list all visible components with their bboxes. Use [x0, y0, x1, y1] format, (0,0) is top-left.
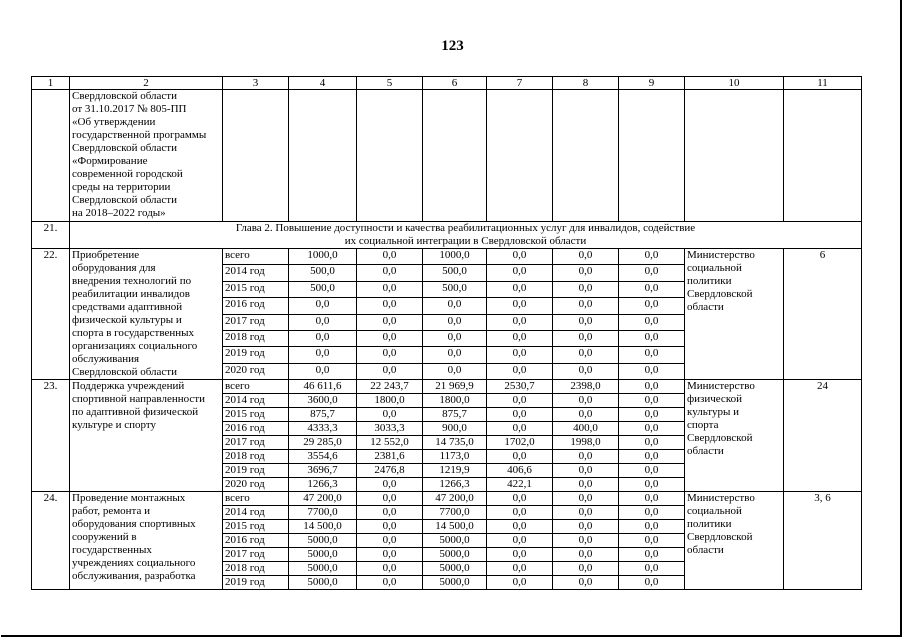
column-number: 7	[487, 77, 553, 90]
amount-cell: 0,0	[357, 281, 423, 297]
amount-cell: 406,6	[487, 464, 553, 478]
amount-cell: 875,7	[289, 408, 357, 422]
amount-cell: 14 500,0	[423, 520, 487, 534]
amount-cell: 5000,0	[289, 534, 357, 548]
amount-cell: 0,0	[423, 298, 487, 314]
amount-cell: 0,0	[619, 548, 685, 562]
amount-cell: 0,0	[553, 478, 619, 492]
amount-cell: 22 243,7	[357, 380, 423, 394]
amount-cell: 500,0	[289, 281, 357, 297]
amount-cell: 0,0	[619, 363, 685, 379]
amount-cell: 0,0	[487, 265, 553, 281]
measure-name: Приобретение оборудования для внедрения технологий по реабилитации инвалидов средствами адаптивной физической культуры и спорта в государственных организациях социального обслуживания Свердловской области	[70, 249, 223, 380]
page-number: 123	[441, 38, 464, 54]
amount-cell: 1266,3	[289, 478, 357, 492]
amount-cell: 0,0	[487, 450, 553, 464]
amount-cell: 2530,7	[487, 380, 553, 394]
amount-cell: 1702,0	[487, 436, 553, 450]
amount-cell: 0,0	[289, 347, 357, 363]
amount-cell: 0,0	[619, 394, 685, 408]
amount-cell: 0,0	[619, 562, 685, 576]
year-label: 2015 год	[223, 281, 289, 297]
amount-cell: 0,0	[487, 520, 553, 534]
amount-cell: 0,0	[357, 347, 423, 363]
year-label: всего	[223, 492, 289, 506]
amount-cell: 0,0	[619, 330, 685, 346]
amount-cell: 0,0	[619, 576, 685, 590]
empty-cell	[423, 90, 487, 222]
amount-cell: 400,0	[553, 422, 619, 436]
amount-cell: 0,0	[553, 363, 619, 379]
chapter-row	[32, 222, 862, 249]
amount-cell: 0,0	[619, 492, 685, 506]
row-number: 23.	[32, 380, 70, 492]
year-label: 2014 год	[223, 394, 289, 408]
amount-cell: 47 200,0	[289, 492, 357, 506]
year-label: 2018 год	[223, 330, 289, 346]
row-number: 24.	[32, 492, 70, 590]
amount-cell: 0,0	[357, 492, 423, 506]
amount-cell: 21 969,9	[423, 380, 487, 394]
amount-cell: 0,0	[487, 506, 553, 520]
executor-cell: Министерство физической культуры и спорта Свердловской области	[685, 380, 784, 492]
amount-cell: 5000,0	[423, 548, 487, 562]
column-number: 3	[223, 77, 289, 90]
empty-cell	[685, 90, 784, 222]
amount-cell: 0,0	[619, 408, 685, 422]
amount-cell: 900,0	[423, 422, 487, 436]
empty-cell	[223, 90, 289, 222]
amount-cell: 2381,6	[357, 450, 423, 464]
amount-cell: 0,0	[357, 265, 423, 281]
year-label: всего	[223, 380, 289, 394]
year-label: 2014 год	[223, 506, 289, 520]
amount-cell: 2476,8	[357, 464, 423, 478]
amount-cell: 0,0	[423, 347, 487, 363]
empty-cell	[553, 90, 619, 222]
year-label: 2015 год	[223, 520, 289, 534]
table-row	[32, 492, 862, 506]
amount-cell: 0,0	[619, 347, 685, 363]
amount-cell: 0,0	[487, 422, 553, 436]
amount-cell: 0,0	[619, 436, 685, 450]
amount-cell: 46 611,6	[289, 380, 357, 394]
amount-cell: 7700,0	[289, 506, 357, 520]
continued-name-cell: Свердловской области от 31.10.2017 № 805-ПП «Об утверждении государственной программы Свердловской области «Формирование современной городской среды на территории Свердловской области на 2018–2022 годы»	[70, 90, 223, 222]
amount-cell: 500,0	[289, 265, 357, 281]
amount-cell: 12 552,0	[357, 436, 423, 450]
amount-cell: 0,0	[553, 249, 619, 265]
column-number: 4	[289, 77, 357, 90]
column-number: 10	[685, 77, 784, 90]
amount-cell: 0,0	[289, 363, 357, 379]
year-label: 2018 год	[223, 450, 289, 464]
amount-cell: 422,1	[487, 478, 553, 492]
amount-cell: 0,0	[553, 506, 619, 520]
column-number: 1	[32, 77, 70, 90]
year-label: 2017 год	[223, 436, 289, 450]
amount-cell: 0,0	[487, 330, 553, 346]
amount-cell: 0,0	[289, 330, 357, 346]
year-label: 2019 год	[223, 576, 289, 590]
year-label: 2015 год	[223, 408, 289, 422]
table-row	[32, 380, 862, 394]
measure-name: Проведение монтажных работ, ремонта и оборудования спортивных сооружений в государственных учреждениях социального обслуживания, разработка	[70, 492, 223, 590]
column-number: 11	[784, 77, 862, 90]
amount-cell: 0,0	[553, 394, 619, 408]
target-indicator-cell: 24	[784, 380, 862, 492]
amount-cell: 0,0	[423, 330, 487, 346]
amount-cell: 0,0	[619, 464, 685, 478]
year-label: 2016 год	[223, 534, 289, 548]
table-row	[32, 249, 862, 265]
measure-name: Поддержка учреждений спортивной направленности по адаптивной физической культуре и спорту	[70, 380, 223, 492]
amount-cell: 0,0	[553, 408, 619, 422]
amount-cell: 0,0	[619, 506, 685, 520]
amount-cell: 0,0	[619, 380, 685, 394]
amount-cell: 3696,7	[289, 464, 357, 478]
amount-cell: 1998,0	[553, 436, 619, 450]
amount-cell: 0,0	[357, 298, 423, 314]
amount-cell: 0,0	[553, 520, 619, 534]
amount-cell: 5000,0	[423, 576, 487, 590]
amount-cell: 0,0	[423, 363, 487, 379]
amount-cell: 0,0	[619, 478, 685, 492]
amount-cell: 1000,0	[289, 249, 357, 265]
amount-cell: 0,0	[357, 478, 423, 492]
amount-cell: 0,0	[619, 520, 685, 534]
year-label: 2016 год	[223, 422, 289, 436]
amount-cell: 0,0	[553, 576, 619, 590]
amount-cell: 5000,0	[289, 576, 357, 590]
amount-cell: 0,0	[357, 408, 423, 422]
amount-cell: 1266,3	[423, 478, 487, 492]
amount-cell: 0,0	[553, 492, 619, 506]
row-number: 22.	[32, 249, 70, 380]
amount-cell: 500,0	[423, 265, 487, 281]
executor-cell: Министерство социальной политики Свердловской области	[685, 492, 784, 590]
amount-cell: 0,0	[357, 576, 423, 590]
amount-cell: 0,0	[553, 314, 619, 330]
amount-cell: 0,0	[487, 548, 553, 562]
empty-cell	[357, 90, 423, 222]
row-number: 21.	[32, 222, 70, 249]
amount-cell: 3600,0	[289, 394, 357, 408]
amount-cell: 0,0	[619, 298, 685, 314]
amount-cell: 0,0	[619, 265, 685, 281]
amount-cell: 3554,6	[289, 450, 357, 464]
amount-cell: 0,0	[619, 281, 685, 297]
column-number: 2	[70, 77, 223, 90]
amount-cell: 500,0	[423, 281, 487, 297]
amount-cell: 7700,0	[423, 506, 487, 520]
amount-cell: 29 285,0	[289, 436, 357, 450]
amount-cell: 0,0	[487, 576, 553, 590]
amount-cell: 0,0	[487, 281, 553, 297]
amount-cell: 14 500,0	[289, 520, 357, 534]
year-label: 2016 год	[223, 298, 289, 314]
year-label: 2018 год	[223, 562, 289, 576]
amount-cell: 1000,0	[423, 249, 487, 265]
executor-cell: Министерство социальной политики Свердловской области	[685, 249, 784, 380]
amount-cell: 0,0	[357, 363, 423, 379]
amount-cell: 1800,0	[423, 394, 487, 408]
year-label: 2020 год	[223, 478, 289, 492]
amount-cell: 2398,0	[553, 380, 619, 394]
amount-cell: 0,0	[553, 464, 619, 478]
amount-cell: 0,0	[619, 450, 685, 464]
amount-cell: 5000,0	[423, 562, 487, 576]
column-number-row	[32, 77, 862, 90]
year-label: 2017 год	[223, 548, 289, 562]
empty-cell	[619, 90, 685, 222]
amount-cell: 4333,3	[289, 422, 357, 436]
year-label: 2019 год	[223, 347, 289, 363]
year-label: всего	[223, 249, 289, 265]
amount-cell: 0,0	[487, 314, 553, 330]
amount-cell: 0,0	[357, 249, 423, 265]
empty-cell	[784, 90, 862, 222]
amount-cell: 0,0	[423, 314, 487, 330]
amount-cell: 5000,0	[289, 562, 357, 576]
amount-cell: 14 735,0	[423, 436, 487, 450]
continuation-row	[32, 90, 862, 222]
amount-cell: 1800,0	[357, 394, 423, 408]
year-label: 2020 год	[223, 363, 289, 379]
amount-cell: 0,0	[553, 450, 619, 464]
amount-cell: 0,0	[487, 534, 553, 548]
amount-cell: 0,0	[619, 314, 685, 330]
empty-cell	[487, 90, 553, 222]
amount-cell: 0,0	[553, 298, 619, 314]
column-number: 6	[423, 77, 487, 90]
amount-cell: 47 200,0	[423, 492, 487, 506]
amount-cell: 0,0	[289, 298, 357, 314]
amount-cell: 0,0	[487, 408, 553, 422]
amount-cell: 0,0	[357, 506, 423, 520]
empty-cell	[32, 90, 70, 222]
column-number: 9	[619, 77, 685, 90]
year-label: 2014 год	[223, 265, 289, 281]
amount-cell: 0,0	[619, 422, 685, 436]
amount-cell: 0,0	[357, 534, 423, 548]
column-number: 5	[357, 77, 423, 90]
amount-cell: 1219,9	[423, 464, 487, 478]
amount-cell: 0,0	[487, 492, 553, 506]
year-label: 2019 год	[223, 464, 289, 478]
program-table	[31, 76, 862, 590]
empty-cell	[289, 90, 357, 222]
amount-cell: 0,0	[487, 394, 553, 408]
amount-cell: 0,0	[553, 548, 619, 562]
amount-cell: 0,0	[553, 347, 619, 363]
amount-cell: 0,0	[487, 298, 553, 314]
amount-cell: 0,0	[357, 314, 423, 330]
amount-cell: 0,0	[487, 363, 553, 379]
target-indicator-cell: 3, 6	[784, 492, 862, 590]
year-label: 2017 год	[223, 314, 289, 330]
amount-cell: 0,0	[553, 265, 619, 281]
amount-cell: 0,0	[553, 562, 619, 576]
amount-cell: 0,0	[487, 347, 553, 363]
amount-cell: 0,0	[619, 534, 685, 548]
amount-cell: 5000,0	[289, 548, 357, 562]
amount-cell: 3033,3	[357, 422, 423, 436]
column-number: 8	[553, 77, 619, 90]
amount-cell: 0,0	[289, 314, 357, 330]
amount-cell: 0,0	[619, 249, 685, 265]
amount-cell: 0,0	[357, 330, 423, 346]
amount-cell: 5000,0	[423, 534, 487, 548]
chapter-title: Глава 2. Повышение доступности и качества реабилитационных услуг для инвалидов, содействие их социальной интеграции в Свердловской области	[70, 222, 862, 249]
amount-cell: 0,0	[487, 249, 553, 265]
amount-cell: 0,0	[487, 562, 553, 576]
amount-cell: 0,0	[357, 520, 423, 534]
amount-cell: 0,0	[553, 330, 619, 346]
amount-cell: 0,0	[357, 562, 423, 576]
amount-cell: 875,7	[423, 408, 487, 422]
target-indicator-cell: 6	[784, 249, 862, 380]
amount-cell: 0,0	[357, 548, 423, 562]
amount-cell: 1173,0	[423, 450, 487, 464]
amount-cell: 0,0	[553, 534, 619, 548]
amount-cell: 0,0	[553, 281, 619, 297]
